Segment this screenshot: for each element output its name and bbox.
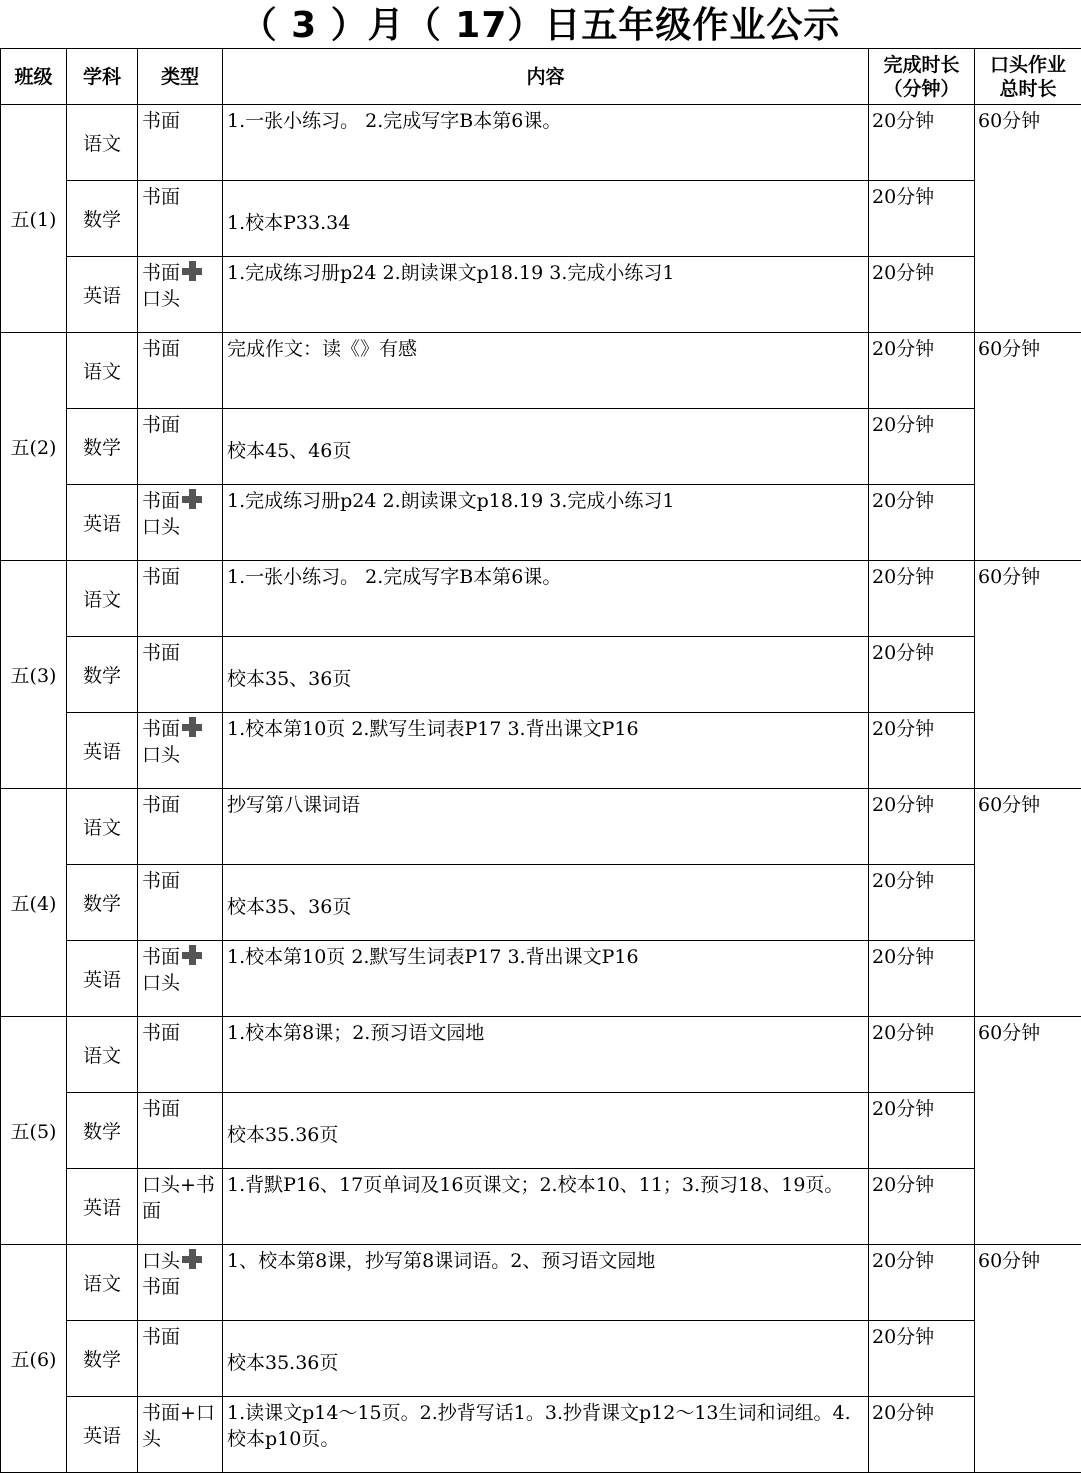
duration-cell: 20分钟 [869, 865, 975, 941]
subject-cell: 英语 [67, 485, 138, 561]
duration-cell: 20分钟 [869, 181, 975, 257]
oral-total-cell: 60分钟 [975, 561, 1081, 789]
header-type: 类型 [138, 49, 223, 105]
type-primary: 书面+口 [142, 1402, 215, 1424]
header-oral-total [975, 49, 1081, 105]
type-secondary: 书面 [142, 1276, 181, 1298]
type-cell [138, 713, 223, 789]
type-cell [138, 181, 223, 257]
subject-cell: 语文 [67, 561, 138, 637]
duration-cell: 20分钟 [869, 333, 975, 409]
type-primary: 书面 [142, 1098, 181, 1120]
table-row [1, 789, 1081, 865]
duration-cell: 20分钟 [869, 789, 975, 865]
type-cell [138, 257, 223, 333]
table-row [1, 637, 1081, 713]
table-row [1, 1017, 1081, 1093]
type-cell [138, 1321, 223, 1397]
type-cell [138, 1169, 223, 1245]
type-cell [138, 865, 223, 941]
table-row [1, 181, 1081, 257]
type-primary: 口头 [142, 1250, 181, 1272]
type-primary: 书面 [142, 1022, 181, 1044]
table-row [1, 561, 1081, 637]
duration-cell: 20分钟 [869, 1397, 975, 1473]
content-cell: 校本35.36页 [223, 1093, 869, 1169]
header-class: 班级 [1, 49, 67, 105]
type-primary: 口头+书 [142, 1174, 215, 1196]
type-primary: 书面 [142, 566, 181, 588]
header-subject: 学科 [67, 49, 138, 105]
subject-cell: 语文 [67, 1245, 138, 1321]
header-duration-line2: （分钟） [883, 77, 960, 100]
content-cell: 1.一张小练习。 2.完成写字B本第6课。 [223, 561, 869, 637]
type-cell [138, 1397, 223, 1473]
type-cell [138, 637, 223, 713]
duration-cell: 20分钟 [869, 409, 975, 485]
page-title: （ 3 ）月（ 17）日五年级作业公示 [240, 5, 841, 46]
class-name: 五(2) [1, 333, 67, 561]
type-primary: 书面 [142, 262, 181, 284]
content-cell: 1.完成练习册p24 2.朗读课文p18.19 3.完成小练习1 [223, 485, 869, 561]
duration-cell: 20分钟 [869, 1321, 975, 1397]
content-cell: 1.校本第10页 2.默写生词表P17 3.背出课文P16 [223, 941, 869, 1017]
type-primary: 书面 [142, 870, 181, 892]
type-primary: 书面 [142, 186, 181, 208]
table-row [1, 409, 1081, 485]
duration-cell: 20分钟 [869, 1169, 975, 1245]
type-cell [138, 789, 223, 865]
type-cell [138, 1017, 223, 1093]
table-row [1, 865, 1081, 941]
content-cell: 1.一张小练习。 2.完成写字B本第6课。 [223, 105, 869, 181]
duration-cell: 20分钟 [869, 637, 975, 713]
type-cell [138, 1245, 223, 1321]
type-cell [138, 333, 223, 409]
oral-total-cell: 60分钟 [975, 105, 1081, 333]
content-cell: 1.校本P33.34 [223, 181, 869, 257]
subject-cell: 数学 [67, 1321, 138, 1397]
duration-cell: 20分钟 [869, 105, 975, 181]
content-cell: 校本35.36页 [223, 1321, 869, 1397]
type-secondary: 口头 [142, 972, 181, 994]
type-primary: 书面 [142, 718, 181, 740]
oral-total-cell: 60分钟 [975, 1245, 1081, 1473]
subject-cell: 语文 [67, 1017, 138, 1093]
content-cell: 1.校本第10页 2.默写生词表P17 3.背出课文P16 [223, 713, 869, 789]
homework-table [0, 48, 1081, 1473]
content-cell: 1.校本第8课；2.预习语文园地 [223, 1017, 869, 1093]
content-cell: 1.读课文p14～15页。2.抄背写话1。3.抄背课文p12～13生词和词组。4.校本p10页。 [223, 1397, 869, 1473]
plus-icon [181, 488, 203, 510]
type-primary: 书面 [142, 1326, 181, 1348]
duration-cell: 20分钟 [869, 1093, 975, 1169]
type-secondary: 口头 [142, 744, 181, 766]
type-primary: 书面 [142, 946, 181, 968]
content-cell: 抄写第八课词语 [223, 789, 869, 865]
type-primary: 书面 [142, 490, 181, 512]
table-row [1, 941, 1081, 1017]
class-name: 五(3) [1, 561, 67, 789]
type-secondary: 口头 [142, 288, 181, 310]
subject-cell: 英语 [67, 257, 138, 333]
header-oral-line2: 总时长 [999, 77, 1057, 100]
header-duration [869, 49, 975, 105]
type-primary: 书面 [142, 110, 181, 132]
subject-cell: 英语 [67, 1169, 138, 1245]
content-cell: 1、校本第8课，抄写第8课词语。2、预习语文园地 [223, 1245, 869, 1321]
table-row [1, 1169, 1081, 1245]
type-cell [138, 485, 223, 561]
table-row [1, 485, 1081, 561]
duration-cell: 20分钟 [869, 1017, 975, 1093]
table-row [1, 257, 1081, 333]
subject-cell: 语文 [67, 789, 138, 865]
class-name: 五(6) [1, 1245, 67, 1473]
duration-cell: 20分钟 [869, 1245, 975, 1321]
subject-cell: 数学 [67, 637, 138, 713]
type-primary: 书面 [142, 338, 181, 360]
table-row [1, 1093, 1081, 1169]
plus-icon [181, 944, 203, 966]
subject-cell: 数学 [67, 1093, 138, 1169]
header-row [1, 49, 1081, 105]
type-cell [138, 1093, 223, 1169]
oral-total-cell: 60分钟 [975, 333, 1081, 561]
type-primary: 书面 [142, 414, 181, 436]
type-cell [138, 941, 223, 1017]
duration-cell: 20分钟 [869, 941, 975, 1017]
type-primary: 书面 [142, 794, 181, 816]
type-cell [138, 105, 223, 181]
class-name: 五(5) [1, 1017, 67, 1245]
plus-icon [181, 260, 203, 282]
table-row [1, 713, 1081, 789]
type-secondary: 头 [142, 1428, 162, 1450]
content-cell: 校本35、36页 [223, 637, 869, 713]
subject-cell: 英语 [67, 713, 138, 789]
subject-cell: 英语 [67, 1397, 138, 1473]
oral-total-cell: 60分钟 [975, 789, 1081, 1017]
table-row [1, 1245, 1081, 1321]
type-cell [138, 561, 223, 637]
header-content: 内容 [223, 49, 869, 105]
subject-cell: 语文 [67, 333, 138, 409]
subject-cell: 数学 [67, 409, 138, 485]
type-cell [138, 409, 223, 485]
duration-cell: 20分钟 [869, 713, 975, 789]
content-cell: 1.背默P16、17页单词及16页课文；2.校本10、11；3.预习18、19页。 [223, 1169, 869, 1245]
table-row [1, 1397, 1081, 1473]
table-row [1, 105, 1081, 181]
plus-icon [181, 1248, 203, 1270]
type-secondary: 面 [142, 1200, 162, 1222]
table-body [1, 105, 1081, 1473]
subject-cell: 语文 [67, 105, 138, 181]
subject-cell: 英语 [67, 941, 138, 1017]
duration-cell: 20分钟 [869, 561, 975, 637]
class-name: 五(4) [1, 789, 67, 1017]
class-name: 五(1) [1, 105, 67, 333]
content-cell: 1.完成练习册p24 2.朗读课文p18.19 3.完成小练习1 [223, 257, 869, 333]
type-secondary: 口头 [142, 516, 181, 538]
table-row [1, 333, 1081, 409]
header-duration-line1: 完成时长 [883, 53, 960, 76]
plus-icon [181, 716, 203, 738]
content-cell: 完成作文：读《》有感 [223, 333, 869, 409]
content-cell: 校本35、36页 [223, 865, 869, 941]
table-row [1, 1321, 1081, 1397]
type-primary: 书面 [142, 642, 181, 664]
content-cell: 校本45、46页 [223, 409, 869, 485]
duration-cell: 20分钟 [869, 485, 975, 561]
oral-total-cell: 60分钟 [975, 1017, 1081, 1245]
header-oral-line1: 口头作业 [989, 53, 1066, 76]
duration-cell: 20分钟 [869, 257, 975, 333]
subject-cell: 数学 [67, 181, 138, 257]
subject-cell: 数学 [67, 865, 138, 941]
